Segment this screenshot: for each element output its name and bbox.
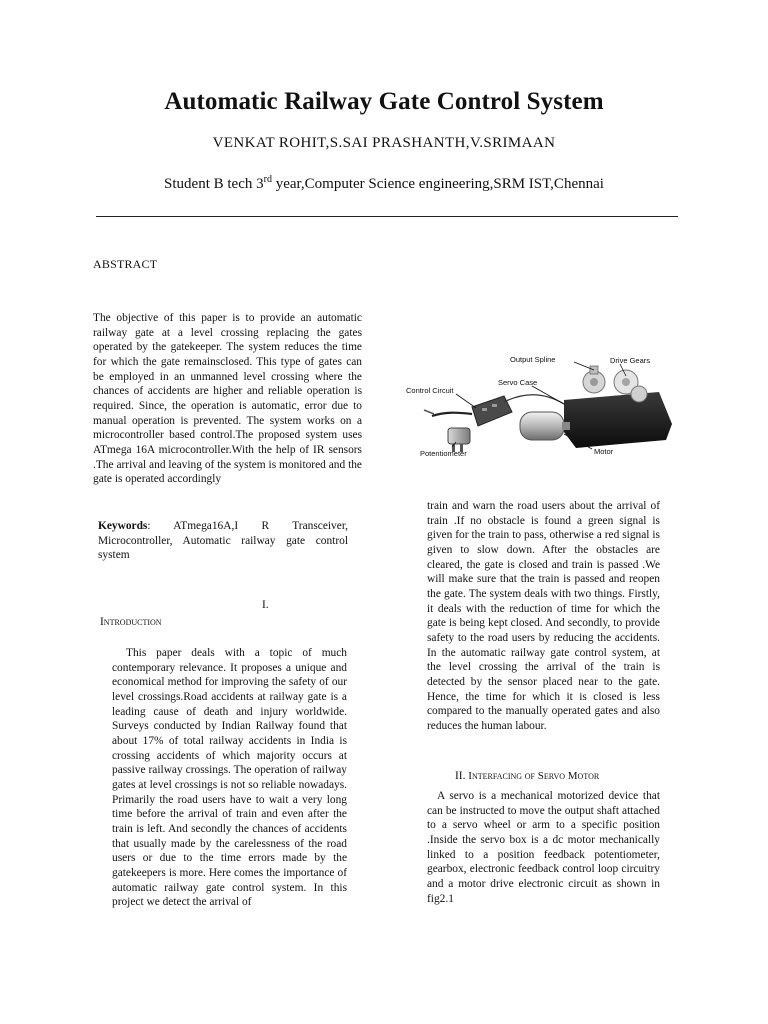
keywords-label: Keywords [98,520,148,532]
label-control-circuit: Control Circuit [406,386,454,395]
author-list: VENKAT ROHIT,S.SAI PRASHANTH,V.SRIMAAN [212,135,556,151]
wire-lead [432,413,472,416]
abstract-heading: ABSTRACT [93,257,158,271]
label-output-spline: Output Spline [510,355,556,364]
servo-section-text: A servo is a mechanical motorized device that can be instructed to move the output shaft attached to a servo wheel or arm to a specific position .Inside the servo box is a dc motor mechanically linked to a position feedback potentiometer, gearbox, electronic feedback control loop circuitry and a motor drive electronic circuit as shown in fig2.1 [427,790,660,905]
header-divider [96,216,678,217]
affiliation [0,174,768,193]
label-motor: Motor [594,447,614,456]
affiliation-superscript: rd [263,174,272,185]
intro-continuation-text: train and warn the road users about the arrival of train .If no obstacle is found a green signal is given for the train to pass, otherwise a red signal is given to slow down. After the obstacles are cleared, the gate is closed and train is passed .We will make sure that the train is passed and reopen the gate. The system deals with two things. Firstly, it deals with the reduction of time for which the gate is being kept closed. And secondly, to provide safety to the road users by reducing the accidents. In the automatic railway gate control system, at the level crossing the arrival of the train is detected by the sensor placed near to the gate. Hence, the time for which it is closed is less compared to the manually operated gates and also reduces the human labour. [427,500,660,732]
motor-shape [520,412,570,440]
affiliation-suffix: year,Computer Science engineering,SRM IST,Chennai [271,176,604,192]
keywords [98,519,348,563]
servo-case-shape [564,392,672,448]
intro-heading: Introduction [100,616,162,628]
servo-motor-figure [404,352,672,462]
abstract-text: The objective of this paper is to provide an automatic railway gate at a level crossing replacing the gates operated by the gatekeeper. The system reduces the time for which the gate remainsclosed. This type of gates can be employed in an unmanned level crossing where the chances of accidents are higher and reliable operation is required. Since, the operation is automatic, error due to manual operation is prevented. The system works on a microcontroller based control.The proposed system uses ATmega 16A microcontroller.With the help of IR sensors .The arrival and leaving of the system is monitored and the gate is operated accordingly [93,312,362,486]
servo-section-heading [455,770,599,782]
servo-section-title: Interfacing of Servo Motor [468,770,600,782]
label-servo-case: Servo Case [498,378,538,387]
servo-section-number: II. [455,770,466,782]
intro-text: This paper deals with a topic of much contemporary relevance. It proposes a unique and economical method for improving the safety of our level crossings.Road accidents at railway gate is a leading cause of death and injury worldwide. Surveys conducted by Indian Railway found that about 17% of total railway accidents in India is crossing accidents of which majority occurs at passive railway crossings. The operation of railway gates at level crossings is not so reliable nowadays. Primarily the road users have to wait a very long time before the arrival of train and even after the train is left. And secondly the chances of accidents that usually made by the carelessness of the road users or due to the time errors made by the gatekeepers is more. Here comes the importance of automatic railway gate control system. In this project we detect the arrival of [112,647,347,909]
affiliation-prefix: Student B tech 3 [164,176,264,192]
paper-title: Automatic Railway Gate Control System [164,88,604,115]
keywords-text: : ATmega16A,I R Transceiver, Microcontroller, Automatic railway gate control system [98,520,348,562]
label-potentiometer: Potentiometer [420,449,467,458]
intro-section-number: I. [262,599,269,611]
label-drive-gears: Drive Gears [610,356,651,365]
